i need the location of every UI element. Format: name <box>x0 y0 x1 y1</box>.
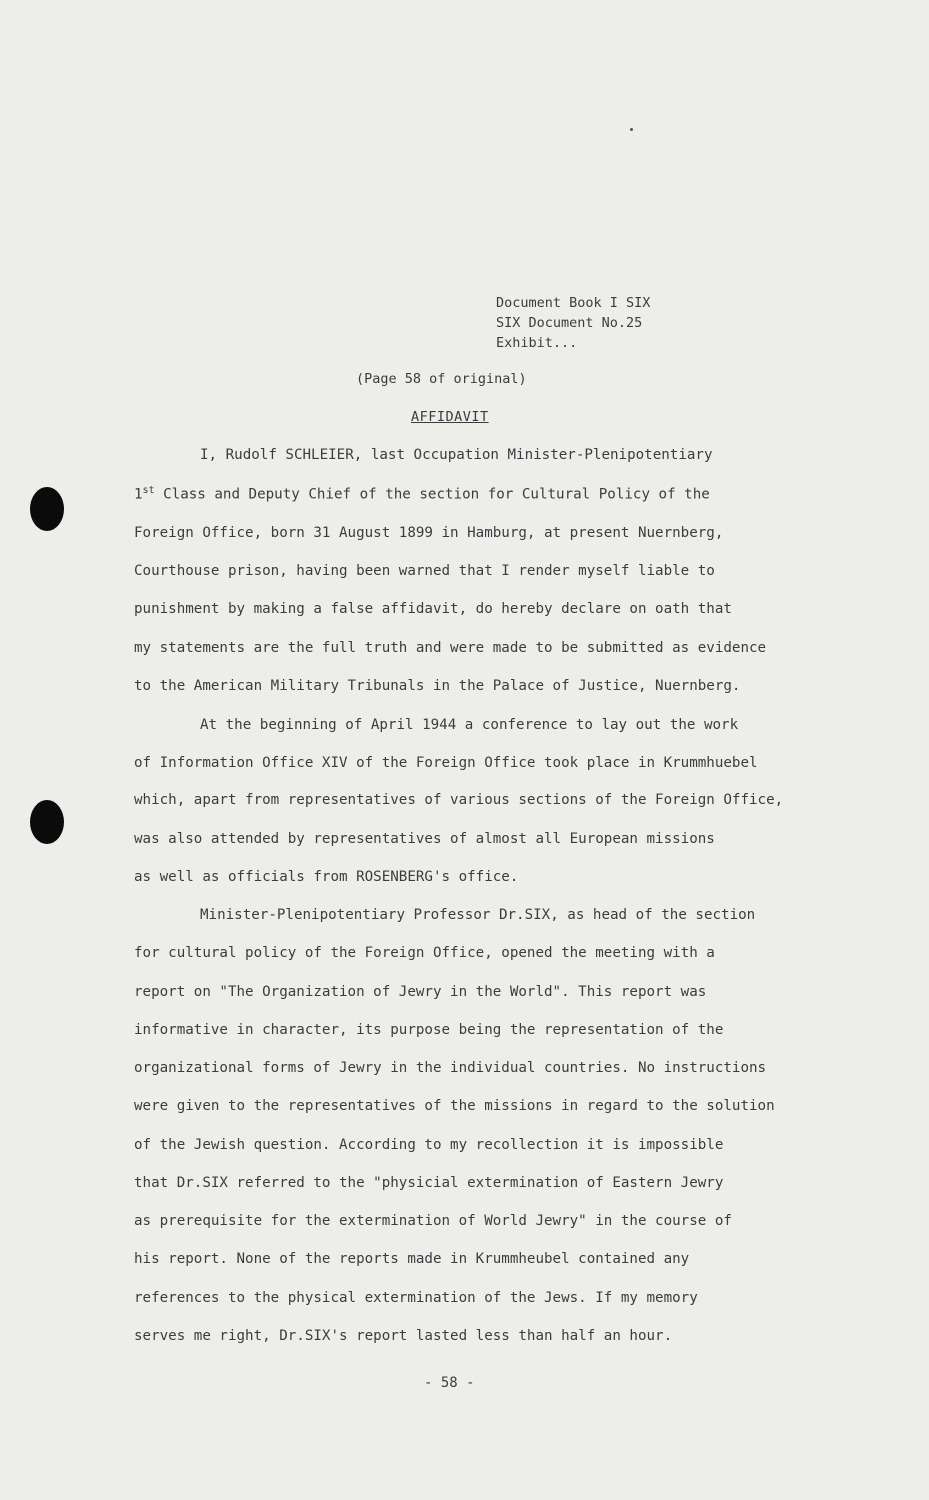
body-line: organizational forms of Jewry in the individual countries. No instructions <box>134 1060 767 1076</box>
body-line <box>134 485 710 503</box>
body-line: of Information Office XIV of the Foreign Office took place in Krummhuebel <box>134 755 758 771</box>
body-line: which, apart from representatives of various sections of the Foreign Office, <box>134 792 784 808</box>
body-line: serves me right, Dr.SIX's report lasted less than half an hour. <box>134 1328 673 1344</box>
punch-hole <box>30 800 64 844</box>
body-line-text: Class and Deputy Chief of the section for Cultural Policy of the <box>154 486 710 503</box>
document-header <box>496 293 650 353</box>
ordinal-suffix: st <box>142 485 155 496</box>
body-line: that Dr.SIX referred to the "physicial extermination of Eastern Jewry <box>134 1175 724 1191</box>
body-line: references to the physical extermination of the Jews. If my memory <box>134 1290 698 1306</box>
body-line: for cultural policy of the Foreign Office, opened the meeting with a <box>134 945 715 961</box>
body-line: as prerequisite for the extermination of World Jewry" in the course of <box>134 1213 732 1229</box>
body-line: of the Jewish question. According to my recollection it is impossible <box>134 1137 724 1153</box>
body-line: his report. None of the reports made in Krummheubel contained any <box>134 1251 690 1267</box>
body-line: report on "The Organization of Jewry in the World". This report was <box>134 984 707 1000</box>
body-line: informative in character, its purpose being the representation of the <box>134 1022 724 1038</box>
ordinal-number: 1 <box>134 486 143 503</box>
punch-hole <box>30 487 64 531</box>
header-line-book: Document Book I SIX <box>496 295 651 311</box>
paper-speck <box>630 128 633 131</box>
body-line: I, Rudolf SCHLEIER, last Occupation Minister-Plenipotentiary <box>200 447 713 463</box>
body-line: my statements are the full truth and were made to be submitted as evidence <box>134 640 767 656</box>
body-line: as well as officials from ROSENBERG's office. <box>134 869 519 885</box>
page-number: - 58 - <box>424 1375 475 1391</box>
body-line: Courthouse prison, having been warned that I render myself liable to <box>134 563 715 579</box>
body-line: was also attended by representatives of almost all European missions <box>134 831 715 847</box>
body-line: At the beginning of April 1944 a conference to lay out the work <box>200 717 739 733</box>
body-line: Foreign Office, born 31 August 1899 in Hamburg, at present Nuernberg, <box>134 525 724 541</box>
original-page-reference: (Page 58 of original) <box>356 371 527 387</box>
body-line: to the American Military Tribunals in the Palace of Justice, Nuernberg. <box>134 678 741 694</box>
body-line: were given to the representatives of the missions in regard to the solution <box>134 1098 775 1114</box>
header-line-document: SIX Document No.25 <box>496 315 643 331</box>
body-line: punishment by making a false affidavit, do hereby declare on oath that <box>134 601 732 617</box>
body-line: Minister-Plenipotentiary Professor Dr.SIX, as head of the section <box>200 907 756 923</box>
document-title: AFFIDAVIT <box>411 409 489 425</box>
header-line-exhibit: Exhibit... <box>496 335 578 351</box>
